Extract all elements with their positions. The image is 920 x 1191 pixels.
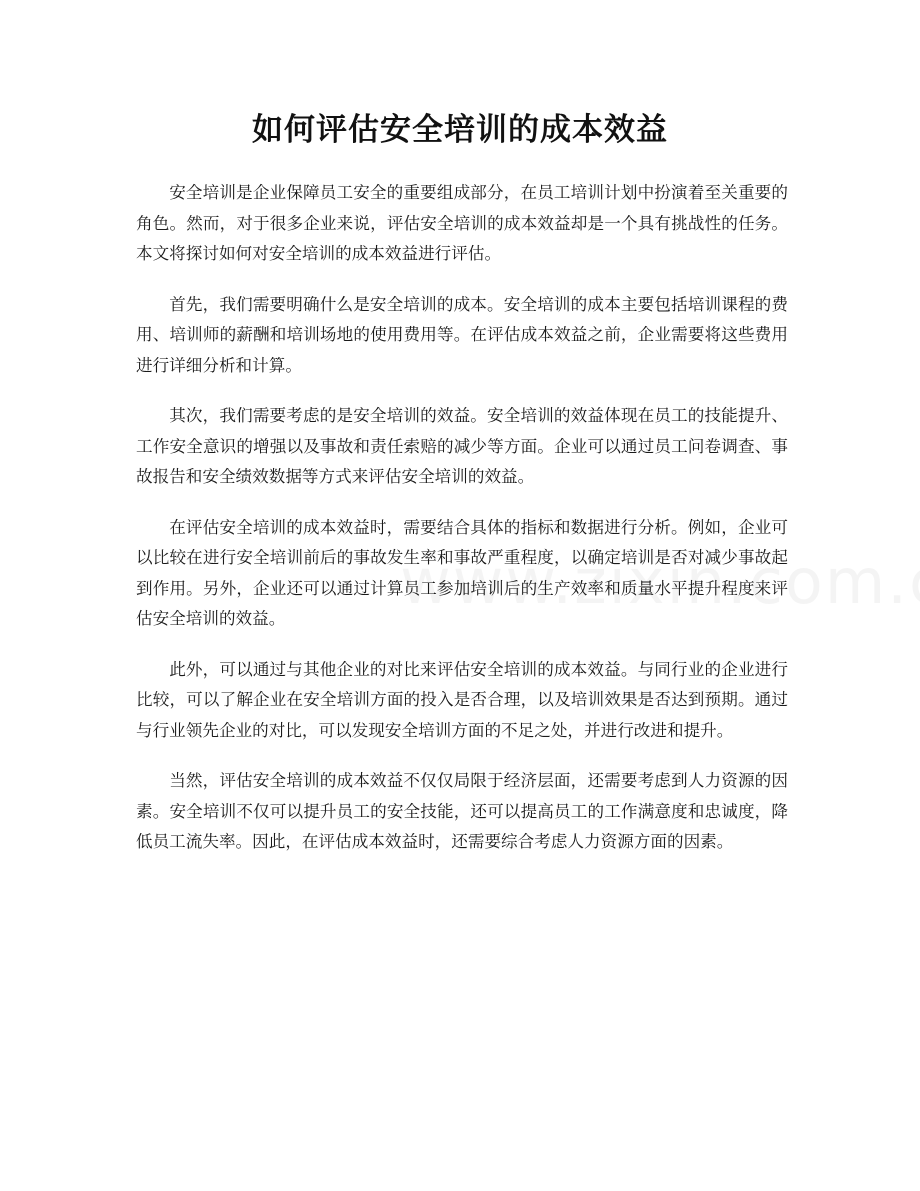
- document-body: [136, 178, 788, 878]
- paragraph-5: 此外，可以通过与其他企业的对比来评估安全培训的成本效益。与同行业的企业进行比较，可以了解企业在安全培训方面的投入是否合理，以及培训效果是否达到预期。通过与行业领先企业的对比，可以发现安全培训方面的不足之处，并进行改进和提升。: [136, 659, 788, 740]
- document-title: 如何评估安全培训的成本效益: [252, 112, 668, 148]
- paragraph-1: 安全培训是企业保障员工安全的重要组成部分，在员工培训计划中扮演着至关重要的角色。然而，对于很多企业来说，评估安全培训的成本效益却是一个具有挑战性的任务。本文将探讨如何对安全培训的成本效益进行评估。: [136, 183, 788, 263]
- paragraph-6: 当然，评估安全培训的成本效益不仅仅局限于经济层面，还需要考虑到人力资源的因素。安全培训不仅可以提升员工的安全技能，还可以提高员工的工作满意度和忠诚度，降低员工流失率。因此，在评估成本效益时，还需要综合考虑人力资源方面的因素。: [136, 771, 788, 851]
- paragraph-2: 首先，我们需要明确什么是安全培训的成本。安全培训的成本主要包括培训课程的费用、培训师的薪酬和培训场地的使用费用等。在评估成本效益之前，企业需要将这些费用进行详细分析和计算。: [136, 294, 788, 375]
- paragraph-3: 其次，我们需要考虑的是安全培训的效益。安全培训的效益体现在员工的技能提升、工作安全意识的增强以及事故和责任索赔的减少等方面。企业可以通过员工问卷调查、事故报告和安全绩效数据等方式来评估安全培训的效益。: [136, 406, 788, 486]
- paragraph-4: 在评估安全培训的成本效益时，需要结合具体的指标和数据进行分析。例如，企业可以比较在进行安全培训前后的事故发生率和事故严重程度，以确定培训是否对减少事故起到作用。另外，企业还可以通过计算员工参加培训后的生产效率和质量水平提升程度来评估安全培训的效益。: [136, 517, 788, 628]
